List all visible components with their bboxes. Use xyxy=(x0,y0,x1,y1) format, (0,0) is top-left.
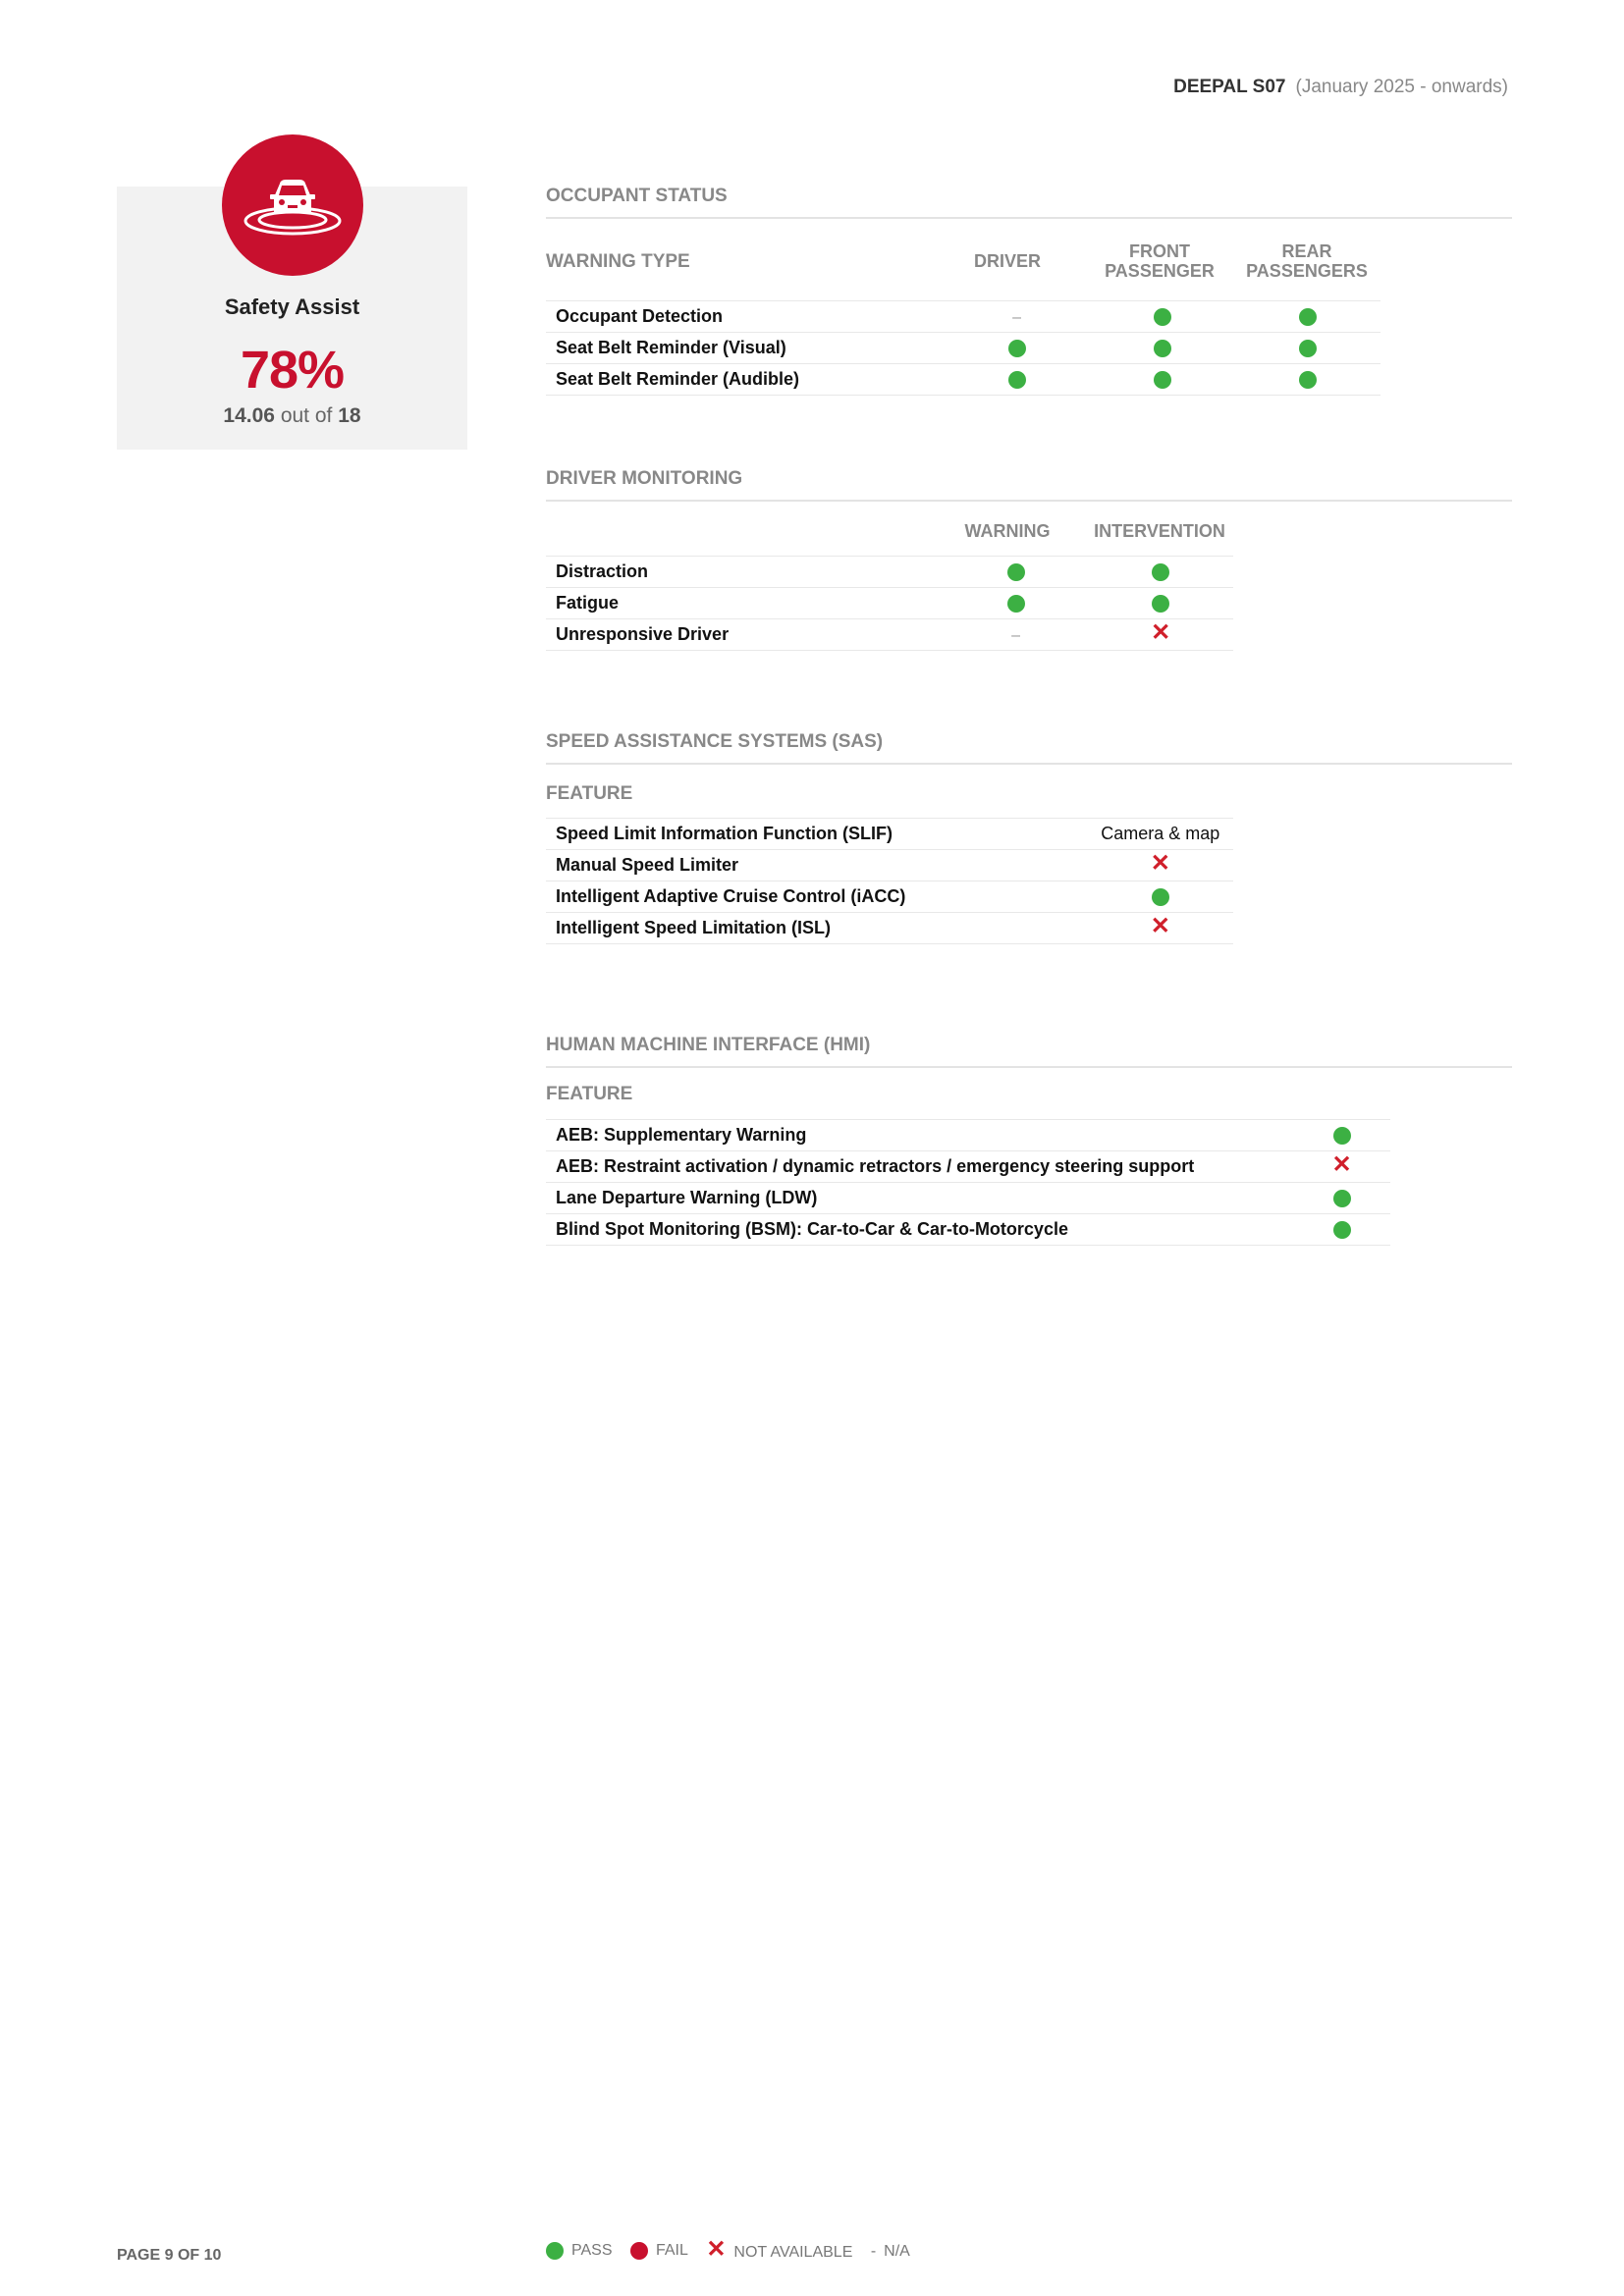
row-label: Intelligent Speed Limitation (ISL) xyxy=(546,913,1088,944)
car-radar-icon xyxy=(222,134,363,276)
status-pass xyxy=(945,333,1090,364)
status-pass xyxy=(944,557,1089,588)
status-pass xyxy=(1088,557,1233,588)
row-label: Speed Limit Information Function (SLIF) xyxy=(546,819,1088,850)
slif-value: Camera & map xyxy=(1101,824,1220,843)
legend-pass xyxy=(546,2242,613,2260)
vehicle-period: (January 2025 - onwards) xyxy=(1295,77,1508,97)
row-label: Intelligent Adaptive Cruise Control (iACC) xyxy=(546,881,1088,913)
page-header xyxy=(1173,77,1508,98)
section-title-hmi: HUMAN MACHINE INTERFACE (HMI) xyxy=(546,1035,1512,1068)
legend-na-label: N/A xyxy=(884,2242,910,2260)
row-label: Seat Belt Reminder (Visual) xyxy=(546,333,945,364)
column-head-feature: FEATURE xyxy=(546,783,633,804)
row-label: Seat Belt Reminder (Audible) xyxy=(546,364,945,396)
section-title-sas: SPEED ASSISTANCE SYSTEMS (SAS) xyxy=(546,731,1512,765)
feature-value xyxy=(1088,819,1233,850)
row-label: AEB: Restraint activation / dynamic retractors / emergency steering support xyxy=(546,1151,1293,1183)
score-max: 18 xyxy=(338,404,361,427)
score-card-title: Safety Assist xyxy=(224,294,360,319)
table-row xyxy=(546,1214,1390,1246)
column-head-rear-line1: REAR xyxy=(1281,241,1332,261)
status-pass xyxy=(944,588,1089,619)
status-pass xyxy=(1293,1214,1390,1246)
column-head-warning-type: WARNING TYPE xyxy=(546,251,690,272)
score-percent: 78% xyxy=(240,341,345,400)
status-not-available: ✕ xyxy=(1088,619,1233,651)
status-pass xyxy=(1235,301,1380,333)
legend-pass-label: PASS xyxy=(571,2242,613,2260)
table-row xyxy=(546,333,1380,364)
status-pass xyxy=(1293,1183,1390,1214)
legend-na xyxy=(871,2243,910,2261)
column-head-rear-line2: PASSENGERS xyxy=(1246,261,1368,281)
column-head-warning: WARNING xyxy=(964,521,1051,541)
score-value: 14.06 xyxy=(223,404,275,427)
column-head-feature: FEATURE xyxy=(546,1084,633,1104)
section-title-driver-monitoring: DRIVER MONITORING xyxy=(546,468,1512,502)
column-head-front-passenger xyxy=(1086,241,1233,281)
status-pass xyxy=(1090,301,1235,333)
table-row xyxy=(546,913,1233,944)
cross-icon: ✕ xyxy=(706,2236,727,2263)
status-pass xyxy=(1293,1120,1390,1151)
legend-fail xyxy=(630,2242,688,2260)
legend-fail-label: FAIL xyxy=(655,2242,688,2260)
table-row xyxy=(546,588,1233,619)
section-title-occupant-status: OCCUPANT STATUS xyxy=(546,186,1512,219)
status-pass xyxy=(1090,333,1235,364)
status-pass xyxy=(1235,364,1380,396)
table-row xyxy=(546,364,1380,396)
status-not-available: ✕ xyxy=(1293,1151,1390,1183)
table-row xyxy=(546,881,1233,913)
row-label: Manual Speed Limiter xyxy=(546,850,1088,881)
page-number: PAGE 9 OF 10 xyxy=(117,2247,222,2264)
column-head-intervention: INTERVENTION xyxy=(1094,521,1225,541)
dash-icon: - xyxy=(870,2242,877,2260)
table-row xyxy=(546,850,1233,881)
status-na: – xyxy=(944,619,1089,651)
column-head-front-line2: PASSENGER xyxy=(1105,261,1215,281)
row-label: AEB: Supplementary Warning xyxy=(546,1120,1293,1151)
table-row xyxy=(546,819,1233,850)
legend-not-available xyxy=(706,2236,853,2263)
table-row xyxy=(546,557,1233,588)
column-head-rear-passengers xyxy=(1233,241,1380,281)
row-label: Blind Spot Monitoring (BSM): Car-to-Car & Car-to-Motorcycle xyxy=(546,1214,1293,1246)
hmi-table xyxy=(546,1119,1390,1246)
legend xyxy=(546,2236,924,2263)
legend-not-available-label: NOT AVAILABLE xyxy=(733,2244,853,2261)
table-row xyxy=(546,301,1380,333)
status-pass xyxy=(1088,881,1233,913)
table-row xyxy=(546,1151,1390,1183)
score-points xyxy=(117,404,467,428)
status-not-available: ✕ xyxy=(1088,913,1233,944)
status-pass xyxy=(945,364,1090,396)
pass-dot-icon xyxy=(546,2242,564,2260)
table-row xyxy=(546,1120,1390,1151)
status-pass xyxy=(1235,333,1380,364)
row-label: Fatigue xyxy=(546,588,944,619)
row-label: Lane Departure Warning (LDW) xyxy=(546,1183,1293,1214)
column-head-driver: DRIVER xyxy=(973,251,1041,271)
occupant-status-table xyxy=(546,300,1380,396)
driver-monitoring-table xyxy=(546,556,1233,651)
status-pass xyxy=(1088,588,1233,619)
row-label: Unresponsive Driver xyxy=(546,619,944,651)
fail-dot-icon xyxy=(630,2242,648,2260)
status-not-available: ✕ xyxy=(1088,850,1233,881)
column-head-front-line1: FRONT xyxy=(1129,241,1190,261)
row-label: Distraction xyxy=(546,557,944,588)
sas-table xyxy=(546,818,1233,944)
status-pass xyxy=(1090,364,1235,396)
score-out-of: out of xyxy=(280,404,333,427)
status-na: – xyxy=(945,301,1090,333)
vehicle-model: DEEPAL S07 xyxy=(1173,77,1286,97)
table-row xyxy=(546,1183,1390,1214)
table-row xyxy=(546,619,1233,651)
row-label: Occupant Detection xyxy=(546,301,945,333)
